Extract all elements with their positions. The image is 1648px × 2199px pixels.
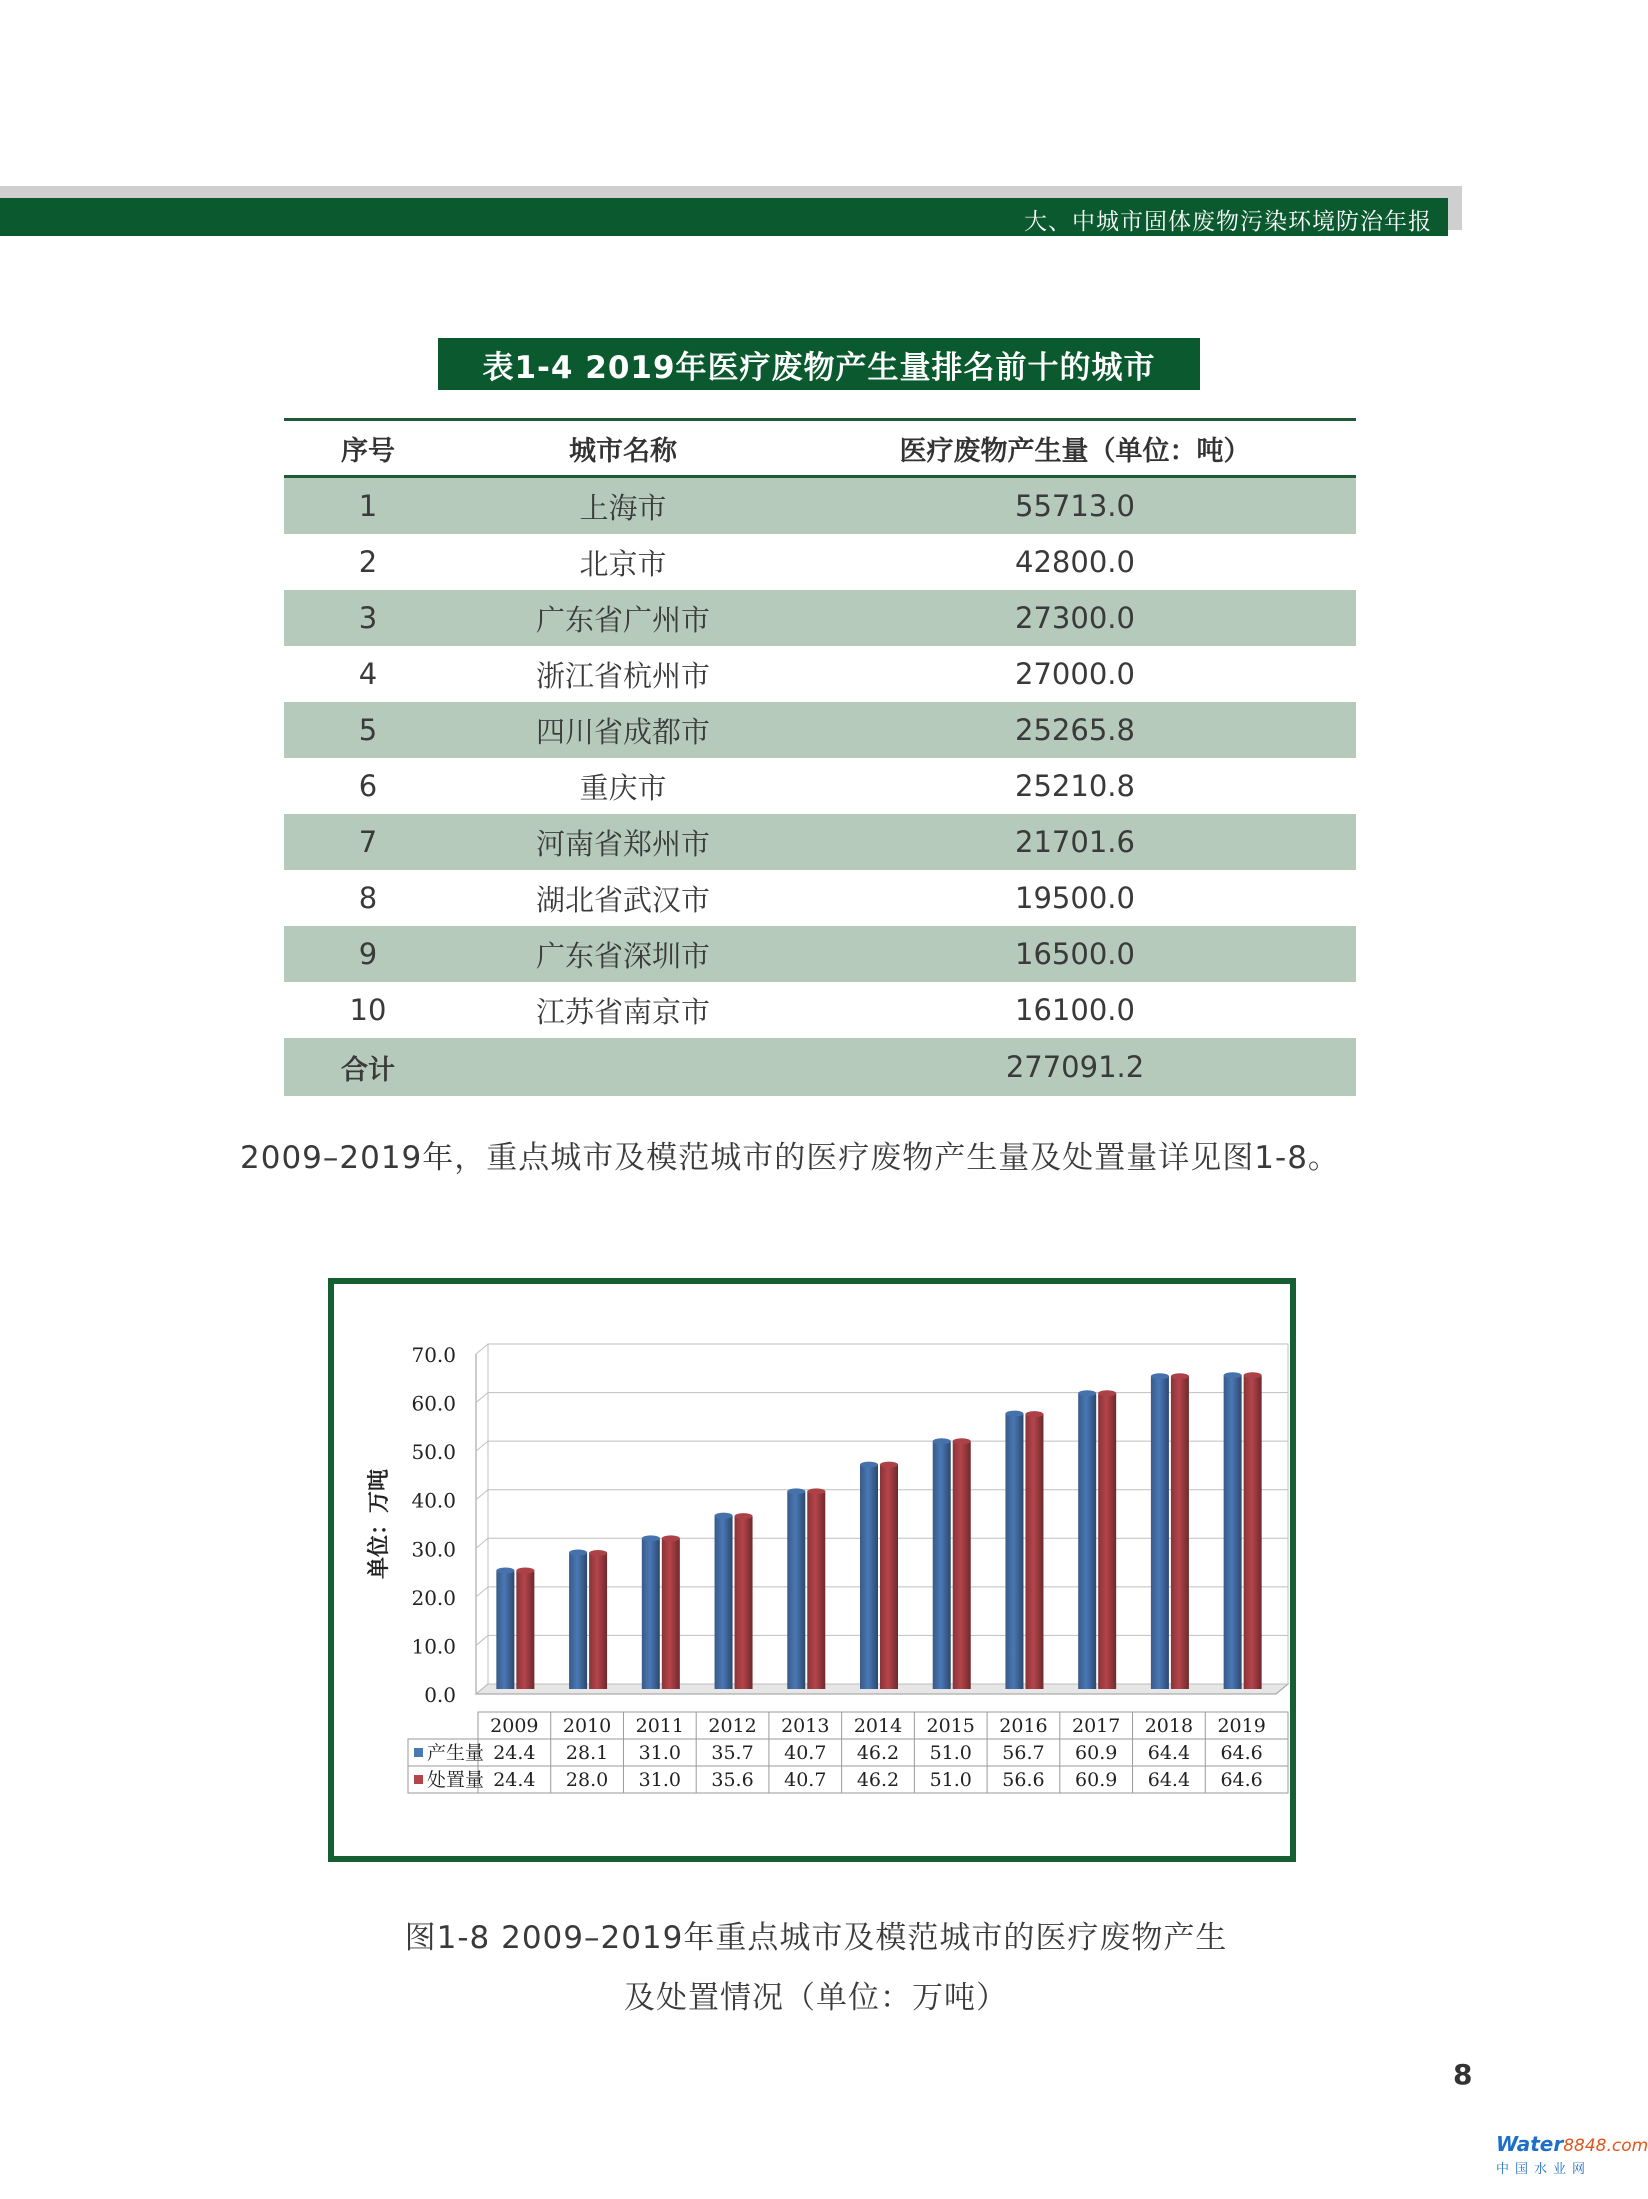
row-amount: 42800.0 bbox=[1015, 545, 1135, 579]
row-amount: 27000.0 bbox=[1015, 657, 1135, 691]
bar bbox=[807, 1491, 825, 1689]
total-value: 277091.2 bbox=[1005, 1050, 1145, 1084]
grid-line-diag bbox=[476, 1538, 488, 1548]
table-row bbox=[284, 590, 1356, 646]
y-tick-label: 40.0 bbox=[411, 1488, 456, 1513]
page-number: 8 bbox=[1453, 2058, 1473, 2091]
bar bbox=[953, 1441, 971, 1689]
bar bbox=[569, 1553, 587, 1689]
row-index: 6 bbox=[358, 769, 378, 803]
x-tick-label: 2019 bbox=[1217, 1715, 1266, 1737]
watermark-logo: Water8848.com 中国水业网 bbox=[1496, 2132, 1648, 2177]
total-label: 合计 bbox=[341, 1054, 395, 1086]
y-tick-label: 20.0 bbox=[411, 1585, 456, 1610]
bar-top bbox=[807, 1488, 825, 1494]
row-index: 1 bbox=[358, 489, 378, 523]
row-amount: 16100.0 bbox=[1015, 993, 1135, 1027]
row-amount: 25265.8 bbox=[1015, 713, 1135, 747]
data-label: 31.0 bbox=[638, 1769, 681, 1791]
table-total-row bbox=[284, 1038, 1356, 1096]
data-label: 46.2 bbox=[856, 1769, 900, 1791]
bar bbox=[860, 1465, 878, 1689]
row-index: 10 bbox=[349, 993, 387, 1027]
data-label: 24.4 bbox=[493, 1769, 536, 1791]
x-tick-label: 2015 bbox=[926, 1715, 975, 1737]
bar-top bbox=[1244, 1372, 1262, 1378]
x-tick-label: 2009 bbox=[490, 1715, 539, 1737]
row-city: 广东省广州市 bbox=[535, 602, 710, 637]
table-row bbox=[284, 646, 1356, 702]
table-row bbox=[284, 926, 1356, 982]
bar bbox=[933, 1441, 951, 1689]
bar bbox=[1078, 1393, 1096, 1689]
row-city: 湖北省武汉市 bbox=[535, 882, 710, 917]
table-row bbox=[284, 758, 1356, 814]
row-city: 江苏省南京市 bbox=[535, 994, 710, 1029]
data-label: 56.6 bbox=[1002, 1769, 1045, 1791]
col-header-index: 序号 bbox=[341, 435, 395, 467]
legend-label: 产生量 bbox=[427, 1742, 485, 1764]
data-label: 31.0 bbox=[638, 1742, 681, 1764]
grid-line-diag bbox=[476, 1393, 488, 1403]
bar bbox=[1025, 1414, 1043, 1689]
table-row bbox=[284, 534, 1356, 590]
data-label: 51.0 bbox=[929, 1769, 972, 1791]
bar bbox=[1005, 1414, 1023, 1689]
legend-label: 处置量 bbox=[427, 1769, 485, 1791]
row-amount: 21701.6 bbox=[1015, 825, 1135, 859]
bar-top bbox=[642, 1535, 660, 1541]
data-label: 28.0 bbox=[565, 1769, 609, 1791]
bar-top bbox=[715, 1513, 733, 1519]
row-city: 河南省郑州市 bbox=[535, 826, 710, 861]
ranking-table bbox=[284, 418, 1356, 1096]
bar bbox=[787, 1491, 805, 1689]
figure-caption-line1: 图1-8 2009–2019年重点城市及模范城市的医疗废物产生 bbox=[404, 1920, 1228, 1956]
bar-top bbox=[662, 1535, 680, 1541]
table-row bbox=[284, 814, 1356, 870]
row-city: 浙江省杭州市 bbox=[535, 658, 710, 693]
row-amount: 27300.0 bbox=[1015, 601, 1135, 635]
bar bbox=[589, 1553, 607, 1689]
data-label: 64.4 bbox=[1147, 1742, 1191, 1764]
chart-frame bbox=[328, 1278, 1296, 1862]
col-header-city: 城市名称 bbox=[569, 435, 677, 467]
header-title: 大、中城市固体废物污染环境防治年报 bbox=[1024, 209, 1432, 235]
bar bbox=[1151, 1376, 1169, 1689]
table-body bbox=[284, 478, 1356, 1038]
y-axis-label: 单位：万吨 bbox=[366, 1468, 392, 1580]
table-header bbox=[284, 421, 1356, 478]
bar bbox=[662, 1538, 680, 1689]
row-index: 4 bbox=[358, 657, 378, 691]
y-tick-label: 50.0 bbox=[411, 1440, 456, 1465]
y-tick-label: 30.0 bbox=[411, 1537, 456, 1562]
data-label: 46.2 bbox=[856, 1742, 900, 1764]
bar-top bbox=[1151, 1373, 1169, 1379]
table-title: 表1-4 2019年医疗废物产生量排名前十的城市 bbox=[438, 338, 1200, 390]
row-city: 四川省成都市 bbox=[535, 714, 710, 749]
x-tick-label: 2012 bbox=[708, 1715, 757, 1737]
bar bbox=[1244, 1375, 1262, 1689]
bar bbox=[1171, 1376, 1189, 1689]
row-index: 7 bbox=[358, 825, 378, 859]
x-tick-label: 2014 bbox=[853, 1715, 903, 1737]
bar-top bbox=[1078, 1390, 1096, 1396]
data-label: 64.6 bbox=[1220, 1769, 1263, 1791]
bar-top bbox=[569, 1550, 587, 1556]
bar bbox=[715, 1516, 733, 1689]
data-label: 56.7 bbox=[1002, 1742, 1045, 1764]
bar bbox=[1098, 1393, 1116, 1689]
grid-line-diag bbox=[476, 1587, 488, 1597]
bar-top bbox=[735, 1513, 753, 1519]
data-label: 24.4 bbox=[493, 1742, 536, 1764]
bar-top bbox=[589, 1550, 607, 1556]
bar bbox=[735, 1516, 753, 1689]
y-tick-label: 10.0 bbox=[411, 1634, 456, 1659]
bar-top bbox=[933, 1438, 951, 1444]
grid-line-diag bbox=[476, 1635, 488, 1645]
bar-top bbox=[496, 1567, 514, 1573]
legend-swatch bbox=[414, 1775, 423, 1784]
row-amount: 16500.0 bbox=[1015, 937, 1135, 971]
data-label: 35.6 bbox=[711, 1769, 754, 1791]
x-tick-label: 2018 bbox=[1144, 1715, 1194, 1737]
table-row bbox=[284, 478, 1356, 534]
bar bbox=[496, 1570, 514, 1689]
row-amount: 55713.0 bbox=[1015, 489, 1135, 523]
bar-top bbox=[953, 1438, 971, 1444]
data-label: 64.6 bbox=[1220, 1742, 1263, 1764]
row-city: 上海市 bbox=[579, 490, 667, 525]
grid-line-diag bbox=[476, 1344, 488, 1354]
bar-top bbox=[880, 1462, 898, 1468]
body-paragraph: 2009–2019年，重点城市及模范城市的医疗废物产生量及处置量详见图1-8。 bbox=[240, 1140, 1340, 1176]
figure-caption-line2: 及处置情况（单位：万吨） bbox=[624, 1980, 1008, 2016]
row-index: 8 bbox=[358, 881, 378, 915]
grid-line-diag bbox=[476, 1490, 488, 1500]
x-tick-label: 2016 bbox=[999, 1715, 1048, 1737]
bar-top bbox=[1224, 1372, 1242, 1378]
row-index: 5 bbox=[358, 713, 378, 747]
data-label: 60.9 bbox=[1075, 1769, 1118, 1791]
table-row bbox=[284, 870, 1356, 926]
y-tick-label: 60.0 bbox=[411, 1391, 456, 1416]
data-label: 35.7 bbox=[711, 1742, 754, 1764]
data-label: 28.1 bbox=[565, 1742, 609, 1764]
row-amount: 19500.0 bbox=[1015, 881, 1135, 915]
y-tick-label: 0.0 bbox=[424, 1683, 456, 1707]
bar bbox=[516, 1570, 534, 1689]
x-tick-label: 2017 bbox=[1072, 1715, 1121, 1737]
bar bbox=[642, 1538, 660, 1689]
data-label: 40.7 bbox=[784, 1742, 827, 1764]
data-label: 64.4 bbox=[1147, 1769, 1191, 1791]
bar-top bbox=[1025, 1411, 1043, 1417]
bar bbox=[1224, 1375, 1242, 1689]
row-city: 北京市 bbox=[579, 546, 667, 581]
data-label: 51.0 bbox=[929, 1742, 972, 1764]
row-index: 9 bbox=[358, 937, 378, 971]
bar-chart bbox=[334, 1284, 1290, 1856]
row-amount: 25210.8 bbox=[1015, 769, 1135, 803]
bar-top bbox=[516, 1567, 534, 1573]
row-index: 2 bbox=[358, 545, 378, 579]
bar-top bbox=[1171, 1373, 1189, 1379]
data-label: 60.9 bbox=[1075, 1742, 1118, 1764]
y-tick-label: 70.0 bbox=[411, 1343, 456, 1367]
row-city: 广东省深圳市 bbox=[535, 938, 710, 973]
row-index: 3 bbox=[358, 601, 378, 635]
table-row bbox=[284, 982, 1356, 1038]
data-label: 40.7 bbox=[784, 1769, 827, 1791]
x-tick-label: 2011 bbox=[635, 1715, 684, 1737]
bar-top bbox=[860, 1462, 878, 1468]
row-city: 重庆市 bbox=[579, 770, 667, 805]
table-row bbox=[284, 702, 1356, 758]
legend-swatch bbox=[414, 1748, 423, 1757]
col-header-amount: 医疗废物产生量（单位：吨） bbox=[899, 435, 1251, 467]
bar-top bbox=[1098, 1390, 1116, 1396]
bar-top bbox=[787, 1488, 805, 1494]
bar-top bbox=[1005, 1411, 1023, 1417]
bar bbox=[880, 1465, 898, 1689]
x-tick-label: 2010 bbox=[562, 1715, 612, 1737]
x-tick-label: 2013 bbox=[781, 1715, 830, 1737]
grid-line-diag bbox=[476, 1441, 488, 1451]
